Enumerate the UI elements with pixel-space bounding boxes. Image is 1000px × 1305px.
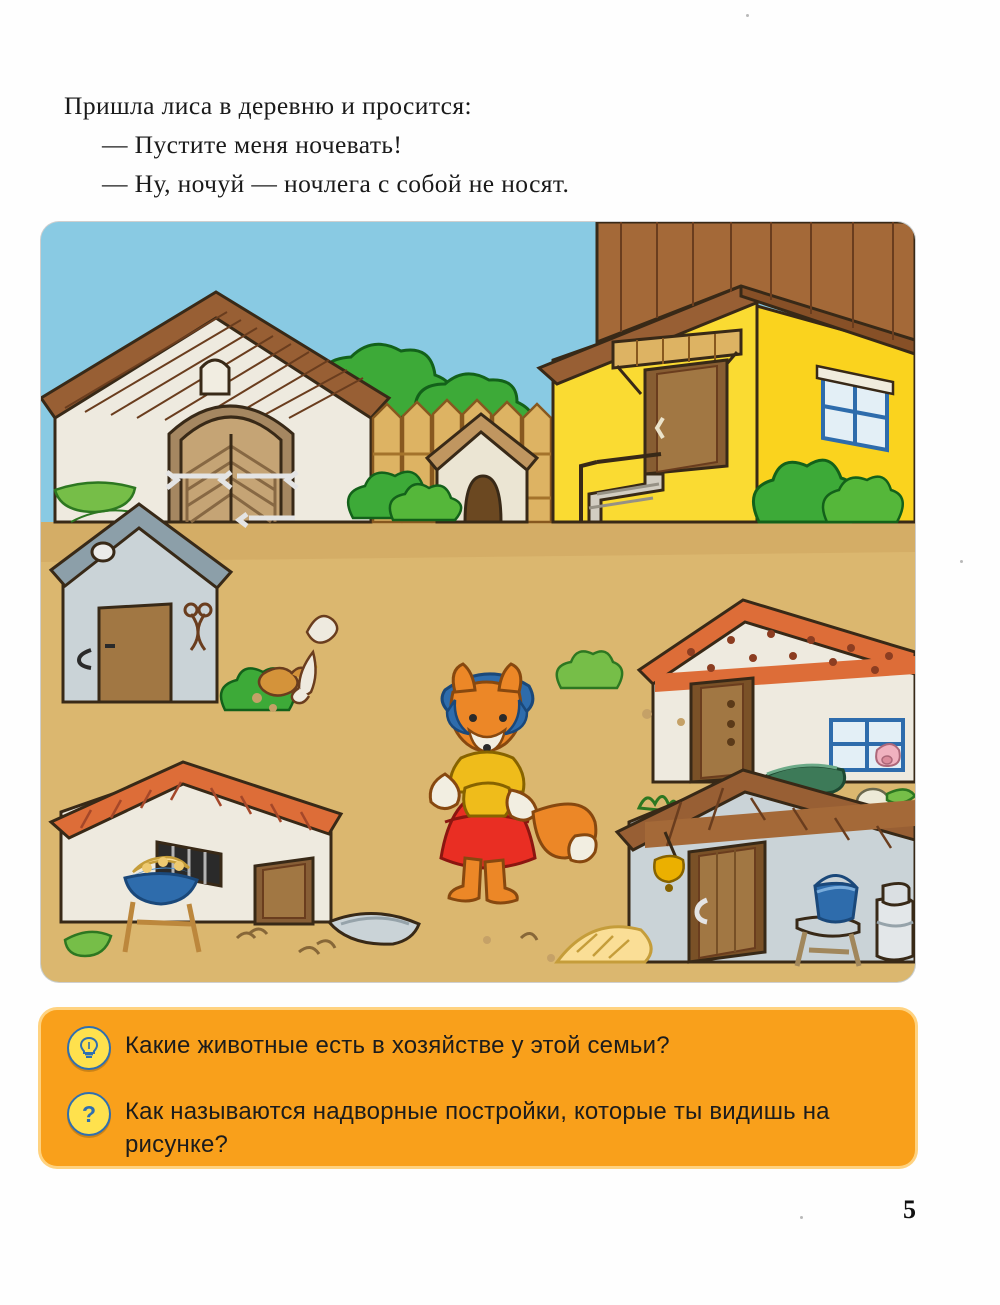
question-text-1: Какие животные есть в хозяйстве у этой семьи? [125,1032,670,1059]
story-line-2: — Пустите меня ночевать! [102,130,403,159]
story-text [64,86,944,203]
questions-panel [41,1010,915,1166]
story-line-1: Пришла лиса в деревню и просится: [64,91,473,120]
scan-speck [960,560,963,563]
lightbulb-icon [67,1026,111,1070]
scan-speck [800,1216,803,1219]
page-number: 5 [903,1195,916,1224]
story-line-3: — Ну, ночуй — ночлега с собой не носят. [102,169,570,198]
illustration-fox-in-village [41,222,915,982]
question-text-2: Как называются надворные постройки, которые ты видишь на рисунке? [125,1098,830,1158]
question-row-2 [41,1070,915,1161]
question-row-1 [41,1010,915,1070]
question-mark-icon: ? [67,1092,111,1136]
scan-speck [746,14,749,17]
